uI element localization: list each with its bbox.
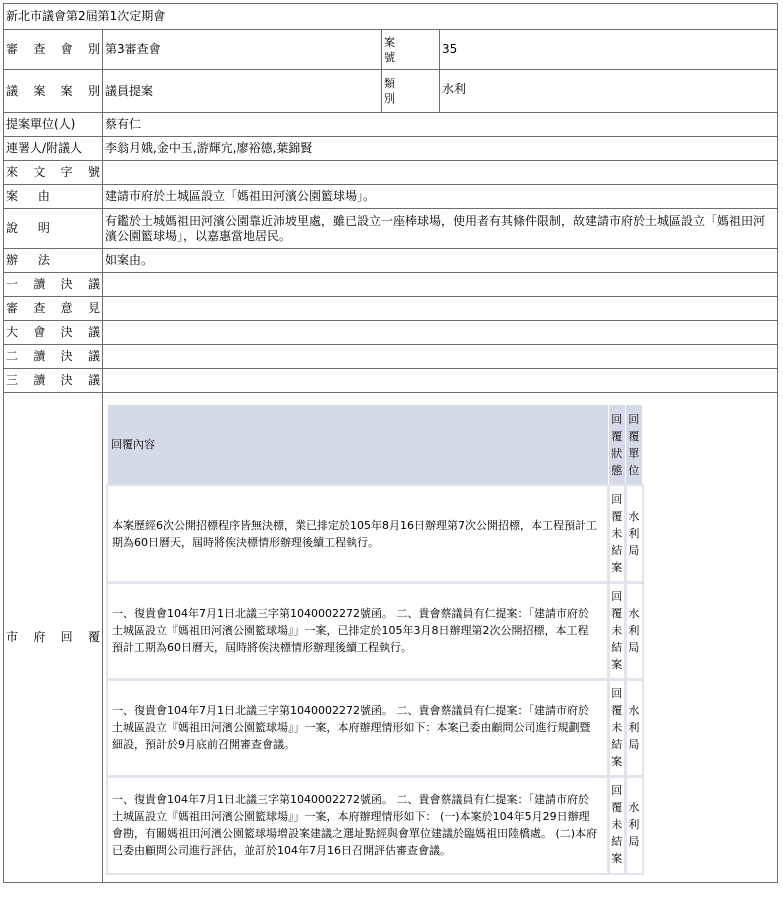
reply-unit-header: 回覆單位: [626, 405, 642, 485]
proposer-label: 提案單位(人): [4, 113, 103, 137]
explanation-label: 說 明: [4, 209, 103, 249]
assembly-resolution-label: 大 會 決 議: [4, 321, 103, 345]
review-opinion-value: [103, 297, 778, 321]
case-type-label: 議 案 案 別: [4, 70, 103, 113]
reply-content: 本案歷經6次公開招標程序皆無決標，業已排定於105年8月16日辦理第7次公開招標，本工程預計工期為60日曆天，屆時將俟決標情形辦理後續工程執行。: [108, 486, 608, 582]
category-value: 水利: [440, 70, 778, 113]
case-no-label: 案號: [382, 30, 440, 70]
reply-table: [107, 404, 643, 874]
assembly-resolution-value: [103, 321, 778, 345]
gov-reply-cell: [103, 393, 778, 883]
reply-status: 回覆未結案: [609, 486, 625, 582]
case-no-value: 35: [440, 30, 778, 70]
meeting-title: 新北市議會第2屆第1次定期會: [4, 4, 778, 30]
category-label: 類別: [382, 70, 440, 113]
reply-unit: 水利局: [626, 777, 642, 873]
method-label: 辦 法: [4, 249, 103, 273]
cosigners-value: 李翁月娥,金中玉,游輝宂,廖裕德,葉錦賢: [103, 137, 778, 161]
reply-content: 一、復貴會104年7月1日北議三字第1040002272號函。 二、貴會蔡議員有仁提案：「建請市府於土城區設立『媽祖田河濱公園籃球場』」一案，已排定於105年3月8日辦理第2次公開招標，本工程預計工期為60日曆天，屆時將俟決標情形辦理後續工程執行。: [108, 583, 608, 679]
review-committee-value: 第3審查會: [103, 30, 382, 70]
reply-unit: 水利局: [626, 583, 642, 679]
reply-unit: 水利局: [626, 680, 642, 776]
reply-unit: 水利局: [626, 486, 642, 582]
first-reading-label: 一 讀 決 議: [4, 273, 103, 297]
third-reading-label: 三 讀 決 議: [4, 369, 103, 393]
reply-row: [108, 486, 642, 582]
first-reading-value: [103, 273, 778, 297]
case-type-value: 議員提案: [103, 70, 382, 113]
review-opinion-label: 審 查 意 見: [4, 297, 103, 321]
second-reading-label: 二 讀 決 議: [4, 345, 103, 369]
second-reading-value: [103, 345, 778, 369]
reply-content: 一、復貴會104年7月1日北議三字第1040002272號函。 二、貴會蔡議員有仁提案：「建請市府於土城區設立『媽祖田河濱公園籃球場』」一案，本府辦理情形如下：本案已委由顧問公司進行規劃暨細設，預計於9月底前召開審查會議。: [108, 680, 608, 776]
reply-row: [108, 583, 642, 679]
gov-reply-label: 市 府 回 覆: [4, 393, 103, 883]
reply-row: [108, 777, 642, 873]
reply-content: 一、復貴會104年7月1日北議三字第1040002272號函。 二、貴會蔡議員有仁提案：「建請市府於土城區設立『媽祖田河濱公園籃球場』」一案，本府辦理情形如下： (一)本案於104年5月29日辦理會勘，有關媽祖田河濱公園籃球場增設案建議之選址點經與會單位建議於臨媽祖田陸橋處。 (二)本府已委由顧問公司進行評估，並訂於104年7月16日召開評估審查會議。: [108, 777, 608, 873]
proposer-value: 蔡有仁: [103, 113, 778, 137]
cosigners-label: 連署人/附議人: [4, 137, 103, 161]
proposal-detail-table: [3, 3, 778, 883]
reply-row: [108, 680, 642, 776]
review-committee-label: 審 查 會 別: [4, 30, 103, 70]
reply-status: 回覆未結案: [609, 777, 625, 873]
subject-value: 建請市府於土城區設立「媽祖田河濱公園籃球場」。: [103, 185, 778, 209]
third-reading-value: [103, 369, 778, 393]
reply-content-header: 回覆內容: [108, 405, 608, 485]
subject-label: 案 由: [4, 185, 103, 209]
doc-no-value: [103, 161, 778, 185]
doc-no-label: 來 文 字 號: [4, 161, 103, 185]
reply-status: 回覆未結案: [609, 583, 625, 679]
reply-status-header: 回覆狀態: [609, 405, 625, 485]
method-value: 如案由。: [103, 249, 778, 273]
explanation-value: 有鑑於土城媽祖田河濱公園靠近沛坡里處，雖已設立一座棒球場，使用者有其條件限制，故建請市府於土城區設立「媽祖田河濱公園籃球場」，以嘉惠當地居民。: [103, 209, 778, 249]
reply-status: 回覆未結案: [609, 680, 625, 776]
